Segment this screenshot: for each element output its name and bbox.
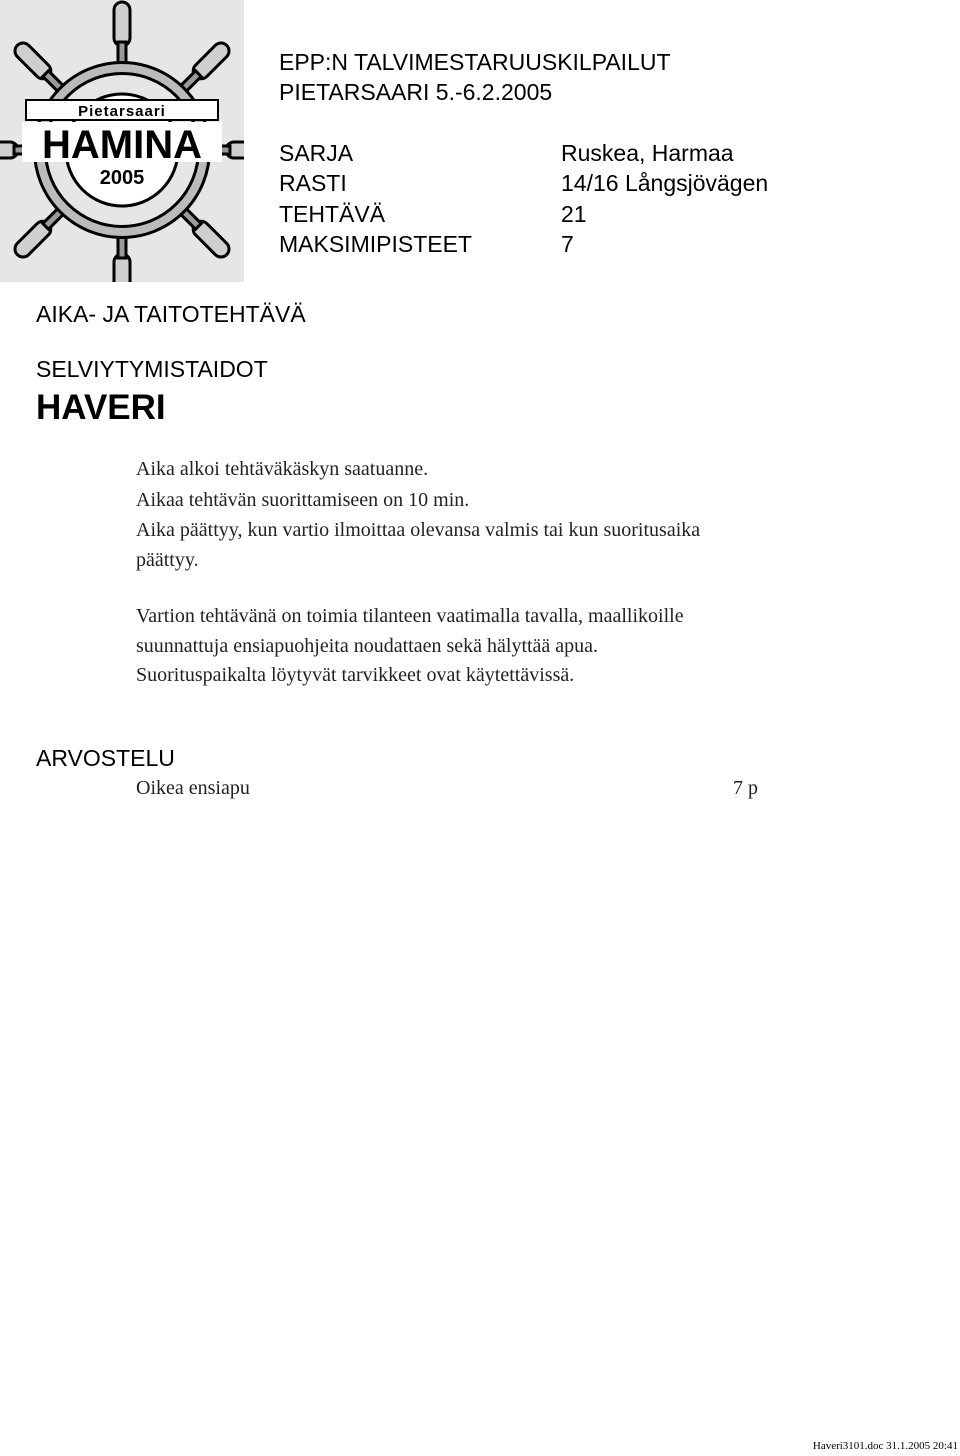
max-points-value: 7 [561,231,574,257]
max-points-label: MAKSIMIPISTEET [279,231,472,257]
logo-main-text: HAMINA [42,123,202,167]
event-title-line2: PIETARSAARI 5.-6.2.2005 [279,79,553,105]
time-instruction-line: päättyy. [136,549,199,571]
task-value: 21 [561,201,587,227]
series-label: SARJA [279,140,354,166]
task-label: TEHTÄVÄ [279,201,386,227]
document-footer: Haveri3101.doc 31.1.2005 20:41 [812,1440,958,1452]
time-instruction-line: Aika alkoi tehtäväkäskyn saatuanne. [136,458,429,480]
task-name-heading: HAVERI [36,388,166,427]
task-subcategory-heading: SELVIYTYMISTAIDOT [36,356,268,382]
logo-year-text: 2005 [99,167,145,189]
time-instruction-line: Aikaa tehtävän suorittamiseen on 10 min. [136,489,470,511]
grading-heading: ARVOSTELU [36,745,175,771]
time-instruction-line: Aika päättyy, kun vartio ilmoittaa olevansa valmis tai kun suoritusaika [136,519,701,541]
series-value: Ruskea, Harmaa [561,140,734,166]
checkpoint-label: RASTI [279,170,347,196]
logo-banner-text: Pietarsaari [78,103,166,120]
grading-criterion: Oikea ensiapu [136,777,250,799]
task-instruction-line: Vartion tehtävänä on toimia tilanteen vaatimalla tavalla, maallikoille [136,605,684,627]
grading-points: 7 p [733,777,758,799]
task-instruction-line: Suorituspaikalta löytyvät tarvikkeet ovat käytettävissä. [136,664,575,686]
checkpoint-value: 14/16 Långsjövägen [561,170,769,196]
event-title-line1: EPP:N TALVIMESTARUUSKILPAILUT [279,49,671,75]
task-category-heading: AIKA- JA TAITOTEHTÄVÄ [36,301,306,327]
task-instruction-line: suunnattuja ensiapuohjeita noudattaen sekä hälyttää apua. [136,635,599,657]
hamina-2005-logo [0,0,244,282]
